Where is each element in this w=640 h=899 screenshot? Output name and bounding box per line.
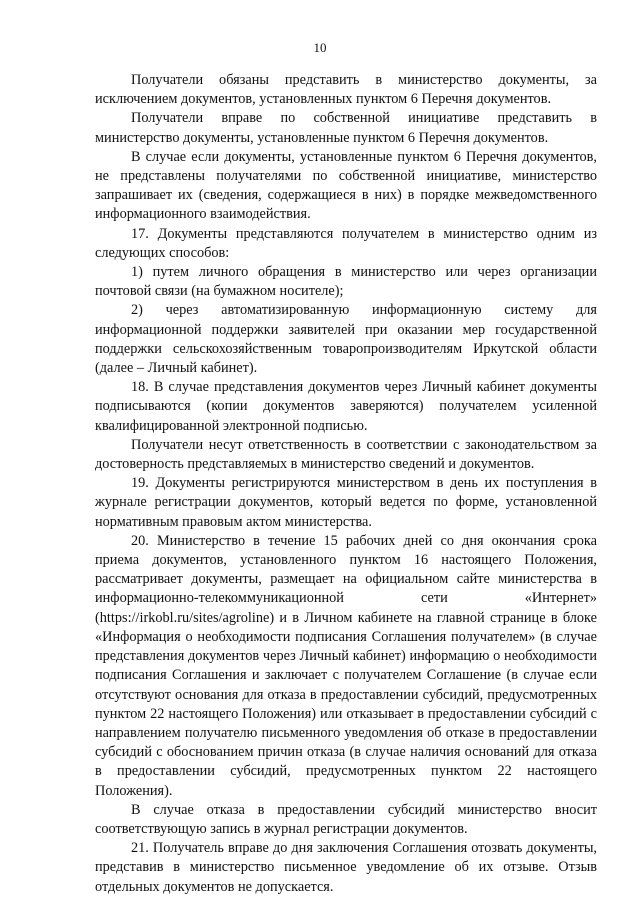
- document-body: [95, 71, 597, 897]
- paragraph-19: 19. Документы регистрируются министерством в день их поступления в журнале регистрации документов, который ведется по форме, установленной нормативным правовым актом министерства.: [95, 475, 597, 530]
- paragraph-20: 20. Министерство в течение 15 рабочих дней со дня окончания срока приема документов, установленного пунктом 16 настоящего Положения, рассматривает документы, размещает на официальном сайте министерства в информационно-телекоммуникационной сети «Интернет» (https://irkobl.ru/sites/agroline) и в Личном кабинете на главной странице в блоке «Информация о необходимости подписания Соглашения получателем» (в случае представления документов через Личный кабинет) информацию о необходимости подписания Соглашения и заключает с получателем Соглашение (в случае если отсутствуют основания для отказа в предоставлении субсидий, предусмотренных пунктом 22 настоящего Положения) или отказывает в предоставлении субсидий с направлением получателю письменного уведомления об отказе в предоставлении субсидий с обоснованием причин отказа (в случае наличия оснований для отказа в предоставлении субсидий, предусмотренных пунктом 22 настоящего Положения).: [95, 532, 597, 799]
- paragraph-17: 17. Документы представляются получателем в министерство одним из следующих способов:: [95, 225, 597, 261]
- paragraph-20-refusal: В случае отказа в предоставлении субсидий министерство вносит соответствующую запись в журнал регистрации документов.: [95, 801, 597, 837]
- page-number: 10: [313, 40, 327, 55]
- paragraph-2: Получатели вправе по собственной инициативе представить в министерство документы, установленные пунктом 6 Перечня документов.: [95, 110, 597, 146]
- paragraph-21: 21. Получатель вправе до дня заключения Соглашения отозвать документы, представив в министерство письменное уведомление об их отзыве. Отзыв отдельных документов не допускается.: [95, 840, 597, 895]
- paragraph-18-responsibility: Получатели несут ответственность в соответствии с законодательством за достоверность представляемых в министерство сведений и документов.: [95, 436, 597, 473]
- paragraph-1: Получатели обязаны представить в министерство документы, за исключением документов, установленных пунктом 6 Перечня документов.: [95, 72, 597, 108]
- paragraph-17-option-2: 2) через автоматизированную информационную систему для информационной поддержки заявителей при оказании мер государственной поддержки сельскохозяйственным товаропроизводителям Иркутской области (далее – Личный кабинет).: [95, 302, 597, 377]
- paragraph-17-option-1: 1) путем личного обращения в министерство или через организации почтовой связи (на бумажном носителе);: [95, 264, 597, 300]
- paragraph-18: 18. В случае представления документов через Личный кабинет документы подписываются (копии документов заверяются) получателем усиленной квалифицированной электронной подписью.: [95, 379, 597, 434]
- paragraph-3: В случае если документы, установленные пунктом 6 Перечня документов, не представлены получателями по собственной инициативе, министерство запрашивает их (сведения, содержащиеся в них) в порядке межведомственного информационного взаимодействия.: [95, 148, 597, 223]
